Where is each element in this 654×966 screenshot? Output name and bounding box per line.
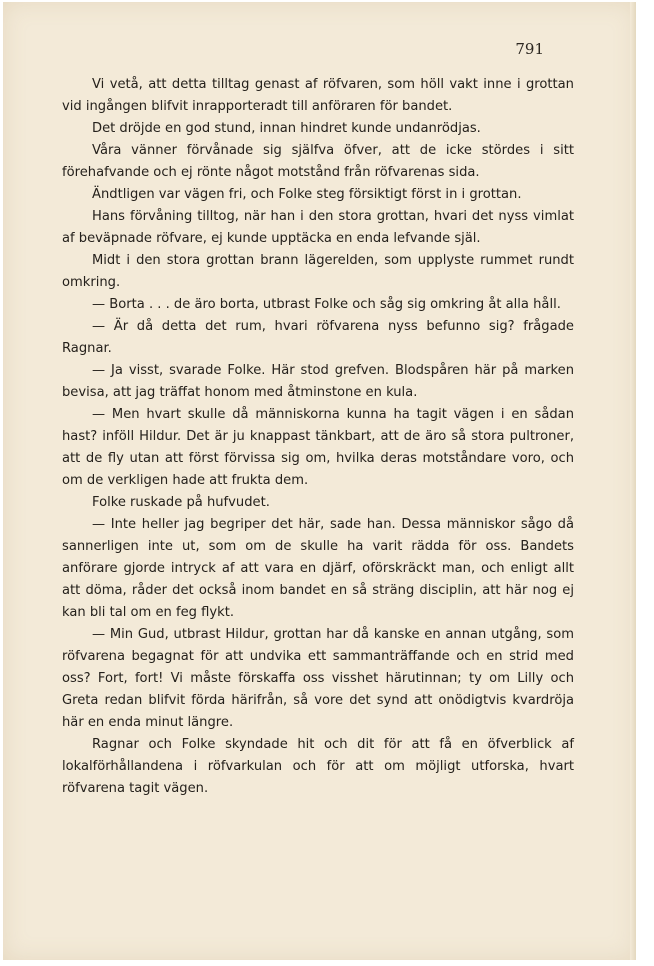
book-page — [3, 2, 636, 960]
dialog-paragraph: — Inte heller jag begriper det här, sade han. Dessa människor sågo då sannerligen inte ut, som om de skulle ha varit rädda för oss. Bandets anförare gjorde intryck af att vara en djärf, oförskräckt man, och enligt allt att döma, råder det också inom bandet en så sträng disciplin, att här nog ej kan bli tal om en feg flykt. — [62, 517, 574, 620]
paragraph: Midt i den stora grottan brann lägerelden, som upplyste rummet rundt omkring. — [62, 253, 574, 290]
paragraph: Det dröjde en god stund, innan hindret kunde undanrödjas. — [92, 121, 481, 136]
dialog-paragraph: — Är då detta det rum, hvari röfvarena nyss befunno sig? frågade Ragnar. — [62, 319, 574, 356]
dialog-paragraph: — Ja visst, svarade Folke. Här stod grefven. Blodspåren här på marken bevisa, att jag träffat honom med åtminstone en kula. — [62, 363, 574, 400]
page-number: 791 — [515, 40, 544, 58]
dialog-paragraph: — Min Gud, utbrast Hildur, grottan har då kanske en annan utgång, som röfvarena begagnat för att undvika ett sammanträffande och en strid med oss? Fort, fort! Vi måste förskaffa oss visshet härutinnan; ty om Lilly och Greta redan blifvit förda härifrån, så vore det synd att onödigtvis kvardröja här en enda minut längre. — [62, 627, 574, 730]
paragraph: Folke ruskade på hufvudet. — [92, 495, 270, 510]
paragraph: Vi vetå, att detta tilltag genast af röfvaren, som höll vakt inne i grottan vid ingången blifvit inrapporteradt till anföraren för bandet. — [62, 77, 574, 114]
body-text — [62, 74, 574, 800]
page-edge-shadow — [630, 2, 636, 960]
paragraph: Ragnar och Folke skyndade hit och dit för att få en öfverblick af lokalförhållandena i röfvarkulan och för att om möjligt utforska, hvart röfvarena tagit vägen. — [62, 737, 574, 796]
dialog-paragraph: — Men hvart skulle då människorna kunna ha tagit vägen i en sådan hast? inföll Hildur. Det är ju knappast tänkbart, att de äro så stora pultroner, att de fly utan att först förvissa sig om, hvilka deras motståndare voro, och om de verkligen hade att frukta dem. — [62, 407, 574, 488]
paragraph: Våra vänner förvånade sig själfva öfver, att de icke stördes i sitt förehafvande och ej rönte något motstånd från röfvarenas sida. — [62, 143, 574, 180]
dialog-paragraph: — Borta . . . de äro borta, utbrast Folke och såg sig omkring åt alla håll. — [92, 297, 561, 312]
paragraph: Hans förvåning tilltog, när han i den stora grottan, hvari det nyss vimlat af beväpnade röfvare, ej kunde upptäcka en enda lefvande själ. — [62, 209, 574, 246]
paragraph: Ändtligen var vägen fri, och Folke steg försiktigt först in i grottan. — [92, 187, 522, 202]
